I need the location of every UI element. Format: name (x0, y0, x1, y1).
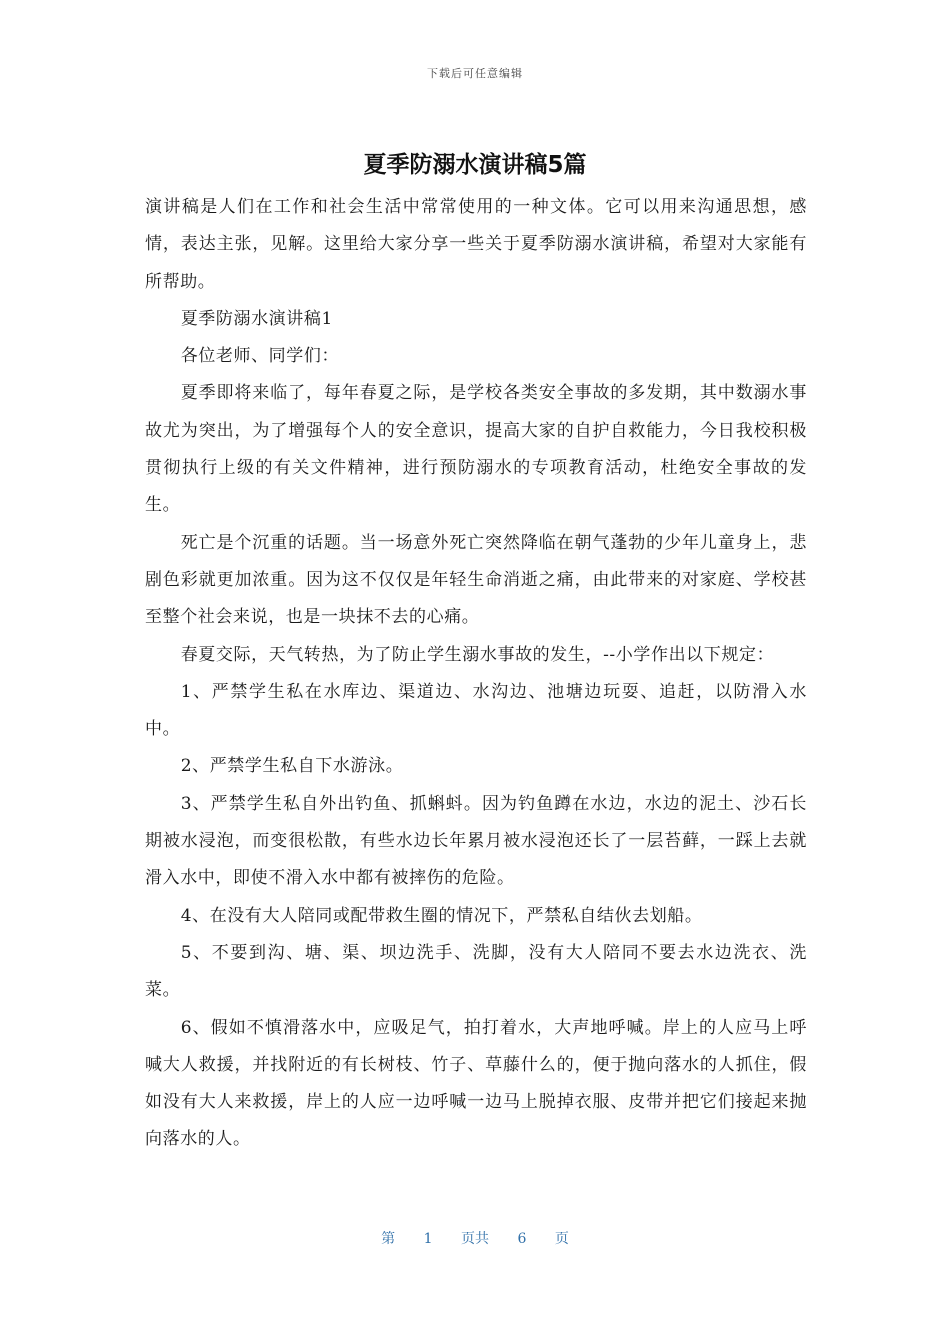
footer-prefix: 第 (381, 1231, 396, 1247)
rule-item: 5、不要到沟、塘、渠、坝边洗手、洗脚，没有大人陪同不要去水边洗衣、洗菜。 (145, 942, 807, 1001)
footer-middle: 页共 (461, 1231, 489, 1247)
page-header-note: 下载后可任意编辑 (427, 67, 523, 80)
rule-item: 6、假如不慎滑落水中，应吸足气，拍打着水，大声地呼喊。岸上的人应马上呼喊大人救援，并找附近的有长树枝、竹子、草藤什么的，便于抛向落水的人抓住，假如没有大人来救援，岸上的人应一边呼喊一边马上脱掉衣服、皮带并把它们接起来抛向落水的人。 (145, 1017, 807, 1150)
intro-paragraph: 演讲稿是人们在工作和社会生活中常常使用的一种文体。它可以用来沟通思想，感情，表达主张，见解。这里给大家分享一些关于夏季防溺水演讲稿，希望对大家能有所帮助。 (145, 197, 807, 292)
rule-item: 3、严禁学生私自外出钓鱼、抓蝌蚪。因为钓鱼蹲在水边，水边的泥土、沙石长期被水浸泡，而变很松散，有些水边长年累月被水浸泡还长了一层苔藓，一踩上去就滑入水中，即使不滑入水中都有被摔伤的危险。 (145, 793, 807, 889)
document-body (145, 189, 807, 1159)
rule-item: 1、严禁学生私在水库边、渠道边、水沟边、池塘边玩耍、追赶，以防滑入水中。 (145, 681, 807, 740)
footer-total-pages: 6 (517, 1231, 527, 1247)
footer-suffix: 页 (554, 1231, 569, 1247)
rule-item: 2、严禁学生私自下水游泳。 (180, 756, 404, 777)
body-paragraph: 死亡是个沉重的话题。当一场意外死亡突然降临在朝气蓬勃的少年儿童身上，悲剧色彩就更加浓重。因为这不仅仅是年轻生命消逝之痛，由此带来的对家庭、学校甚至整个社会来说，也是一块抹不去的心痛。 (145, 532, 807, 628)
section-heading: 夏季防溺水演讲稿1 (180, 308, 333, 329)
page-number-footer (0, 1229, 950, 1249)
footer-current-page: 1 (423, 1231, 433, 1247)
rule-item: 4、在没有大人陪同或配带救生圈的情况下，严禁私自结伙去划船。 (180, 905, 703, 926)
document-title: 夏季防溺水演讲稿5篇 (363, 152, 587, 178)
salutation: 各位老师、同学们： (180, 346, 340, 367)
body-paragraph: 夏季即将来临了，每年春夏之际，是学校各类安全事故的多发期，其中数溺水事故尤为突出，为了增强每个人的安全意识，提高大家的自护自救能力，今日我校积极贯彻执行上级的有关文件精神，进行预防溺水的专项教育活动，杜绝安全事故的发生。 (145, 383, 807, 516)
body-paragraph: 春夏交际，天气转热，为了防止学生溺水事故的发生，--小学作出以下规定： (180, 644, 775, 665)
